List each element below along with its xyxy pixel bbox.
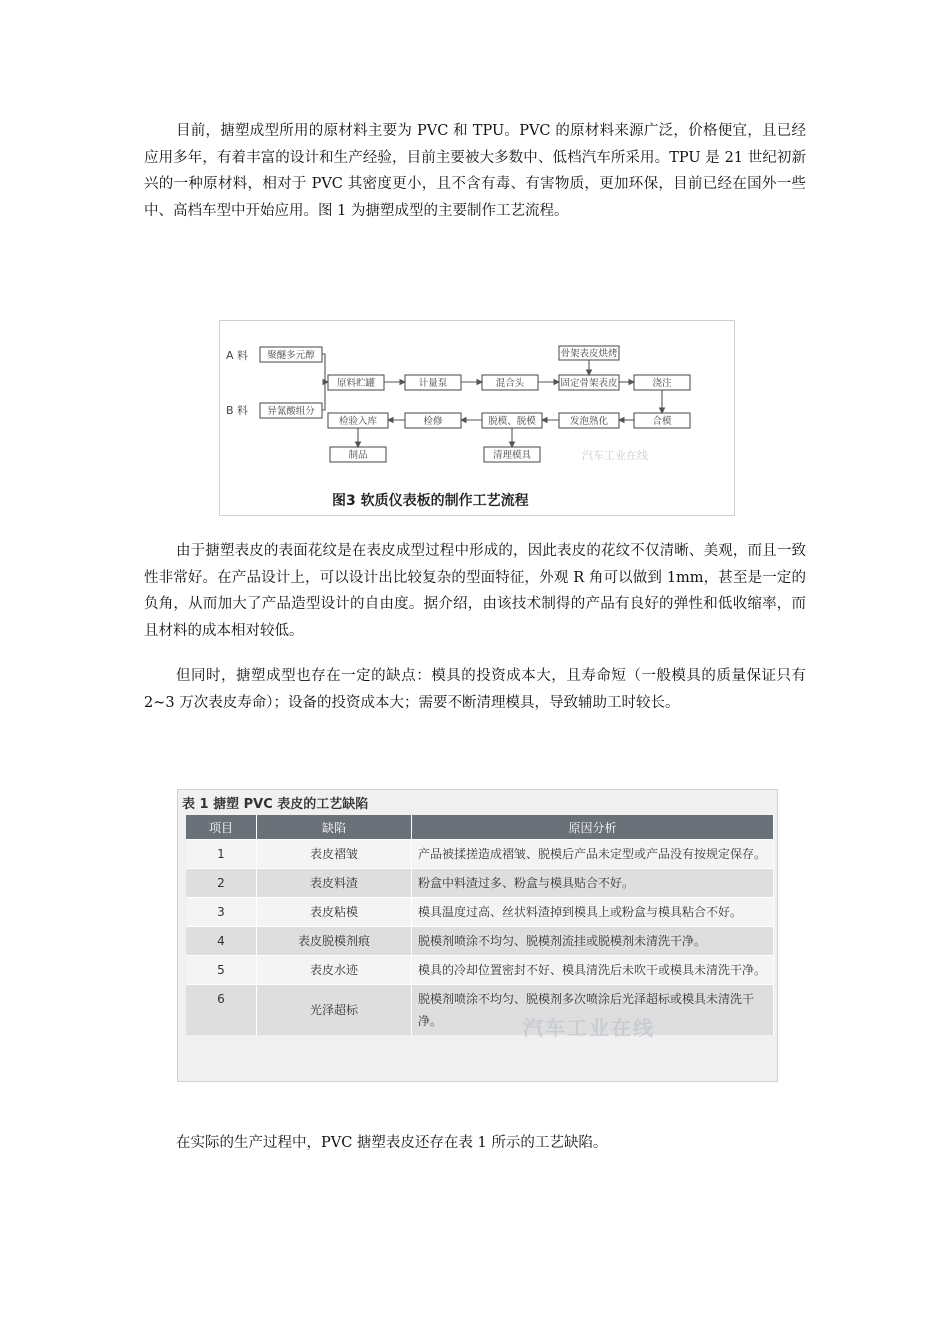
process-flow-diagram (220, 321, 734, 515)
box-inspect: 检验入库 (338, 416, 378, 427)
box-repair: 检修 (423, 416, 443, 427)
header-item: 项目 (186, 815, 257, 840)
box-clean: 清理模具 (492, 450, 532, 461)
box-skin-frame: 骨架表皮烘烤 (560, 348, 618, 360)
table-watermark: 汽车工业在线 (523, 1016, 655, 1040)
table-row: 5 表皮水迹 模具的冷却位置密封不好、模具清洗后未吹干或模具未清洗干净。 (186, 956, 774, 985)
box-mixhead: 混合头 (495, 378, 525, 389)
box-product: 制品 (348, 450, 368, 461)
header-cause: 原因分析 (412, 815, 774, 840)
label-b: B 料 (226, 404, 249, 417)
box-isocyanate: 异氰酸组分 (267, 406, 315, 417)
defect-table-figure (177, 789, 778, 1082)
figure-watermark: 汽车工业在线 (582, 449, 648, 462)
table-row: 1 表皮褶皱 产品被揉搓造成褶皱、脱模后产品未定型或产品没有按规定保存。 (186, 840, 774, 869)
box-pump: 计量泵 (418, 378, 448, 389)
table-row: 4 表皮脱模剂痕 脱模剂喷涂不均匀、脱模剂流挂或脱模剂未清洗干净。 (186, 927, 774, 956)
box-polyol: 聚醚多元醇 (267, 350, 315, 361)
box-foam: 发泡熟化 (569, 416, 609, 427)
box-close-mold: 合模 (652, 416, 672, 427)
paragraph-advantages: 由于搪塑表皮的表面花纹是在表皮成型过程中形成的，因此表皮的花纹不仅清晰、美观，而且一致性非常好。在产品设计上，可以设计出比较复杂的型面特征，外观 R 角可以做到 1mm，甚至是一定的负角，从而加大了产品造型设计的自由度。据介绍，由该技术制得的产品有良好的弹性和低收缩率，而且材料的成本相对较低。 (144, 543, 806, 639)
label-a: A 料 (226, 349, 249, 362)
table-title: 表 1 搪塑 PVC 表皮的工艺缺陷 (182, 797, 369, 812)
table-row: 2 表皮料渣 粉盒中料渣过多、粉盒与模具贴合不好。 (186, 869, 774, 898)
process-flow-figure (219, 320, 735, 516)
figure-caption: 图3 软质仪表板的制作工艺流程 (332, 493, 529, 509)
box-fix-frame: 固定骨架表皮 (560, 378, 618, 389)
box-demold: 脱模、脱模 (488, 416, 536, 427)
table-row: 6 光泽超标 脱模剂喷涂不均匀、脱模剂多次喷涂后光泽超标或模具未清洗干净。 (186, 985, 774, 1036)
header-defect: 缺陷 (257, 815, 412, 840)
paragraph-disadvantages: 但同时，搪塑成型也存在一定的缺点：模具的投资成本大，且寿命短（一般模具的质量保证只有 2~3 万次表皮寿命）；设备的投资成本大；需要不断清理模具，导致辅助工时较长。 (144, 668, 806, 711)
defect-table (186, 815, 774, 1035)
paragraph-intro: 目前，搪塑成型所用的原材料主要为 PVC 和 TPU。PVC 的原材料来源广泛，价格便宜，且已经应用多年，有着丰富的设计和生产经验，目前主要被大多数中、低档汽车所采用。TPU 是 21 世纪初新兴的一种原材料，相对于 PVC 其密度更小，且不含有毒、有害物质，更加环保，目前已经在国外一些中、高档车型中开始应用。图 1 为搪塑成型的主要制作工艺流程。 (144, 123, 806, 219)
paragraph-defects-intro: 在实际的生产过程中，PVC 搪塑表皮还存在表 1 所示的工艺缺陷。 (176, 1135, 608, 1151)
table-row: 3 表皮粘模 模具温度过高、丝状料渣掉到模具上或粉盒与模具粘合不好。 (186, 898, 774, 927)
box-tank: 原料贮罐 (336, 378, 376, 389)
box-pour: 浇注 (652, 378, 672, 389)
